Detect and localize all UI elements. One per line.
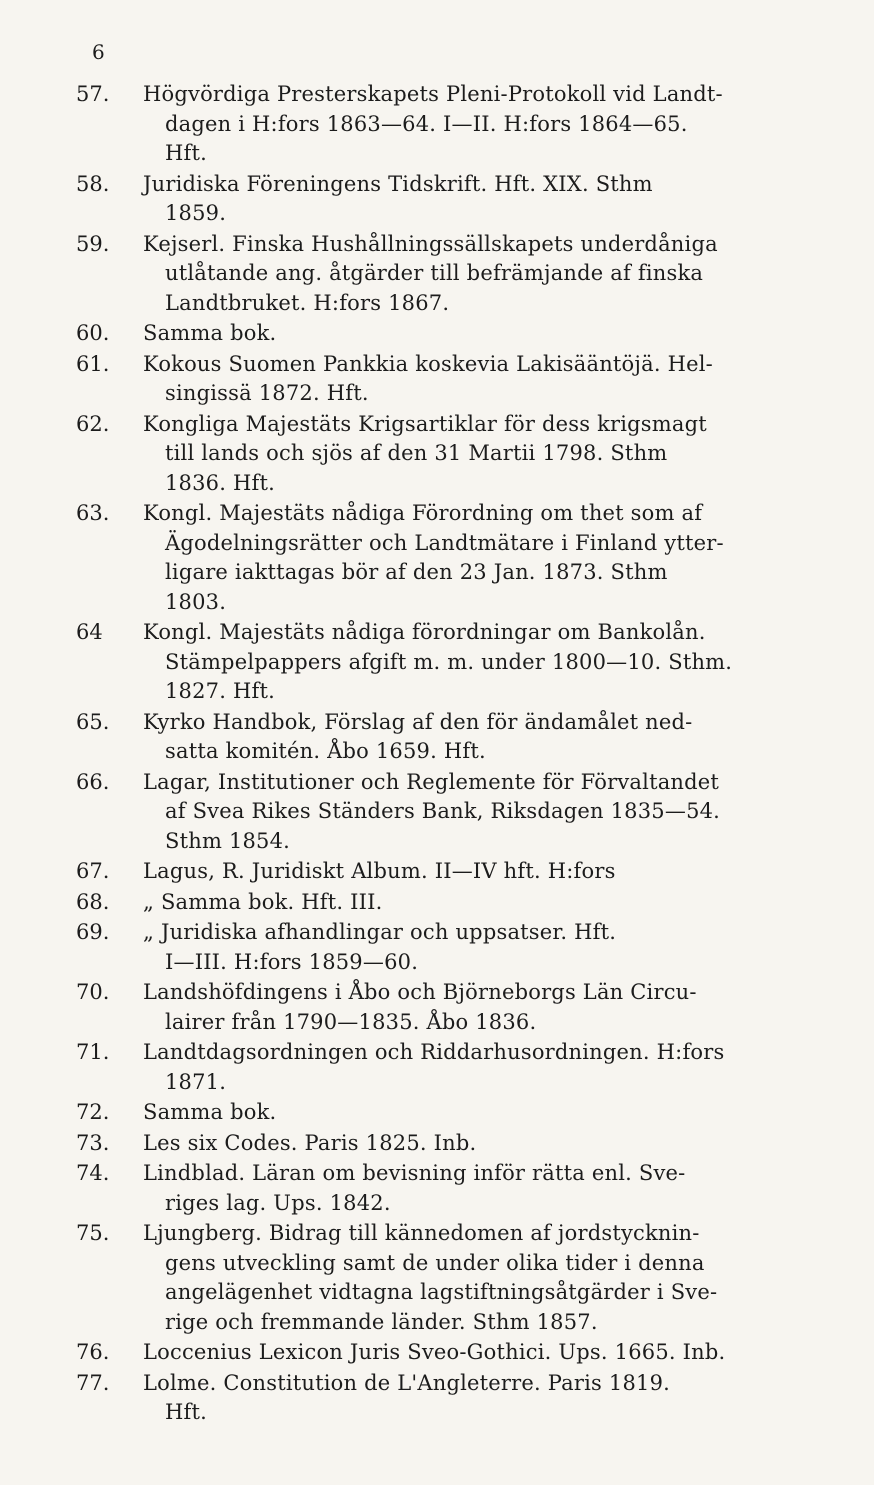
entry-text <box>143 499 818 617</box>
entry-line: Landshöfdingens i Åbo och Björneborgs Län Circu- <box>143 980 697 1004</box>
entry-line: dagen i H:fors 1863—64. I—II. H:fors 1864—65. <box>165 111 688 136</box>
entry-number: 65. <box>76 709 110 734</box>
entry-number: 59. <box>76 231 110 256</box>
entry-number: 63. <box>76 501 110 525</box>
entry-line: Juridiska Föreningens Tidskrift. Hft. XIX. Sthm <box>143 171 653 196</box>
entry-line: Ägodelningsrätter och Landtmätare i Finland ytter- <box>165 530 724 555</box>
entry-number: 74. <box>76 1161 110 1185</box>
catalog-entry <box>68 1338 818 1368</box>
catalog-entry <box>68 499 818 617</box>
entry-number: 76. <box>76 1340 110 1364</box>
catalog-entry <box>68 918 818 977</box>
catalog-entry <box>68 857 818 887</box>
catalog-entry <box>68 1038 818 1097</box>
entry-line: Kongliga Majestäts Krigsartiklar för dess krigsmagt <box>143 411 707 436</box>
entry-number: 68. <box>76 889 110 914</box>
entry-line: 1859. <box>165 201 227 225</box>
entry-line: Loccenius Lexicon Juris Sveo-Gothici. Ups. 1665. Inb. <box>143 1340 726 1364</box>
entry-line: rige och fremmande länder. Sthm 1857. <box>165 1309 598 1334</box>
catalog-entry <box>68 1219 818 1337</box>
entry-line: ligare iakttagas bör af den 23 Jan. 1873. Sthm <box>165 560 668 584</box>
entry-text <box>143 888 818 918</box>
entry-text <box>143 1098 818 1128</box>
catalog-entry <box>68 1159 818 1218</box>
catalog-entry <box>68 80 818 169</box>
entry-line: Lindblad. Läran om bevisning inför rätta enl. Sve- <box>143 1161 686 1185</box>
entry-text <box>143 978 818 1037</box>
entry-text <box>143 918 818 977</box>
entry-line: Hft. <box>165 1400 208 1424</box>
entry-line: Stämpelpappers afgift m. m. under 1800—10. Sthm. <box>165 649 733 674</box>
entry-line: Lolme. Constitution de L'Angleterre. Paris 1819. <box>143 1370 671 1395</box>
entry-line: Kongl. Majestäts nådiga Förordning om thet som af <box>143 501 703 525</box>
entry-line: I—III. H:fors 1859—60. <box>165 949 419 974</box>
entry-line: Kongl. Majestäts nådiga förordningar om Bankolån. <box>143 620 706 644</box>
entry-line: af Svea Rikes Ständers Bank, Riksdagen 1835—54. <box>165 799 721 823</box>
catalog-entry <box>68 618 818 707</box>
entry-line: 1827. Hft. <box>165 679 275 703</box>
entry-line: Hft. <box>165 141 208 165</box>
entry-text <box>143 80 818 169</box>
entry-line: riges lag. Ups. 1842. <box>165 1190 391 1215</box>
entry-line: „ Samma bok. Hft. III. <box>143 889 383 914</box>
entry-number: 72. <box>76 1100 110 1124</box>
entry-line: Lagus, R. Juridiskt Album. II—IV hft. H:fors <box>143 859 616 883</box>
entry-number: 70. <box>76 980 110 1004</box>
catalog-entry <box>68 410 818 499</box>
entry-text <box>143 768 818 857</box>
entry-line: satta komitén. Åbo 1659. Hft. <box>165 739 486 763</box>
entry-line: 1871. <box>165 1069 227 1094</box>
entry-line: Kejserl. Finska Hushållningssällskapets underdåniga <box>143 231 718 256</box>
catalog-entry <box>68 170 818 229</box>
entry-number: 67. <box>76 859 110 883</box>
entry-number: 69. <box>76 920 110 944</box>
catalog-entry <box>68 230 818 319</box>
entry-line: Högvördiga Presterskapets Pleni-Protokoll vid Landt- <box>143 82 723 106</box>
catalog-entry <box>68 1369 818 1428</box>
entry-text <box>143 708 818 767</box>
entry-line: Samma bok. <box>143 321 277 345</box>
entry-line: Kokous Suomen Pankkia koskevia Lakisääntöjä. Hel- <box>143 351 713 376</box>
entry-text <box>143 1038 818 1097</box>
entry-text <box>143 1219 818 1337</box>
entry-text <box>143 1159 818 1218</box>
entry-line: Kyrko Handbok, Förslag af den för ändamålet ned- <box>143 709 693 734</box>
entry-line: lairer från 1790—1835. Åbo 1836. <box>165 1009 537 1034</box>
catalog-entry <box>68 708 818 767</box>
entry-line: Samma bok. <box>143 1100 277 1124</box>
catalog-entry <box>68 350 818 409</box>
entry-text <box>143 170 818 229</box>
catalog-entry <box>68 888 818 918</box>
catalog-entry-list <box>68 80 818 1429</box>
entry-line: singissä 1872. Hft. <box>165 381 369 405</box>
entry-text <box>143 1129 818 1159</box>
entry-line: till lands och sjös af den 31 Martii 1798. Sthm <box>165 441 668 465</box>
entry-number: 73. <box>76 1130 110 1155</box>
entry-line: gens utveckling samt de under olika tider i denna <box>165 1250 705 1275</box>
entry-line: Ljungberg. Bidrag till kännedomen af jordstycknin- <box>143 1221 700 1245</box>
entry-line: Landtdagsordningen och Riddarhusordningen. H:fors <box>143 1040 725 1064</box>
entry-text <box>143 230 818 319</box>
catalog-entry <box>68 1098 818 1128</box>
entry-number: 71. <box>76 1040 110 1064</box>
catalog-entry <box>68 978 818 1037</box>
entry-line: „ Juridiska afhandlingar och uppsatser. Hft. <box>143 920 617 944</box>
entry-text <box>143 1338 818 1368</box>
entry-number: 58. <box>76 171 110 196</box>
entry-text <box>143 350 818 409</box>
entry-number: 66. <box>76 769 110 794</box>
entry-number: 60. <box>76 321 110 345</box>
entry-number: 64 <box>76 620 103 644</box>
entry-line: Landtbruket. H:fors 1867. <box>165 290 450 315</box>
entry-text <box>143 410 818 499</box>
catalog-entry <box>68 768 818 857</box>
entry-number: 57. <box>76 82 110 106</box>
entry-line: 1803. <box>165 589 227 614</box>
entry-text <box>143 1369 818 1428</box>
entry-line: 1836. Hft. <box>165 470 275 495</box>
catalog-entry <box>68 1129 818 1159</box>
entry-text <box>143 857 818 887</box>
entry-text <box>143 319 818 349</box>
entry-text <box>143 618 818 707</box>
entry-line: Lagar, Institutioner och Reglemente för Förvaltandet <box>143 769 720 794</box>
entry-number: 75. <box>76 1221 110 1245</box>
entry-line: Sthm 1854. <box>165 828 291 853</box>
page-number: 6 <box>92 40 105 64</box>
entry-line: angelägenhet vidtagna lagstiftningsåtgärder i Sve- <box>165 1280 718 1304</box>
entry-number: 77. <box>76 1370 110 1395</box>
entry-number: 61. <box>76 351 110 376</box>
catalog-entry <box>68 319 818 349</box>
entry-line: utlåtande ang. åtgärder till befrämjande af finska <box>165 261 704 285</box>
entry-line: Les six Codes. Paris 1825. Inb. <box>143 1130 477 1155</box>
entry-number: 62. <box>76 411 110 436</box>
